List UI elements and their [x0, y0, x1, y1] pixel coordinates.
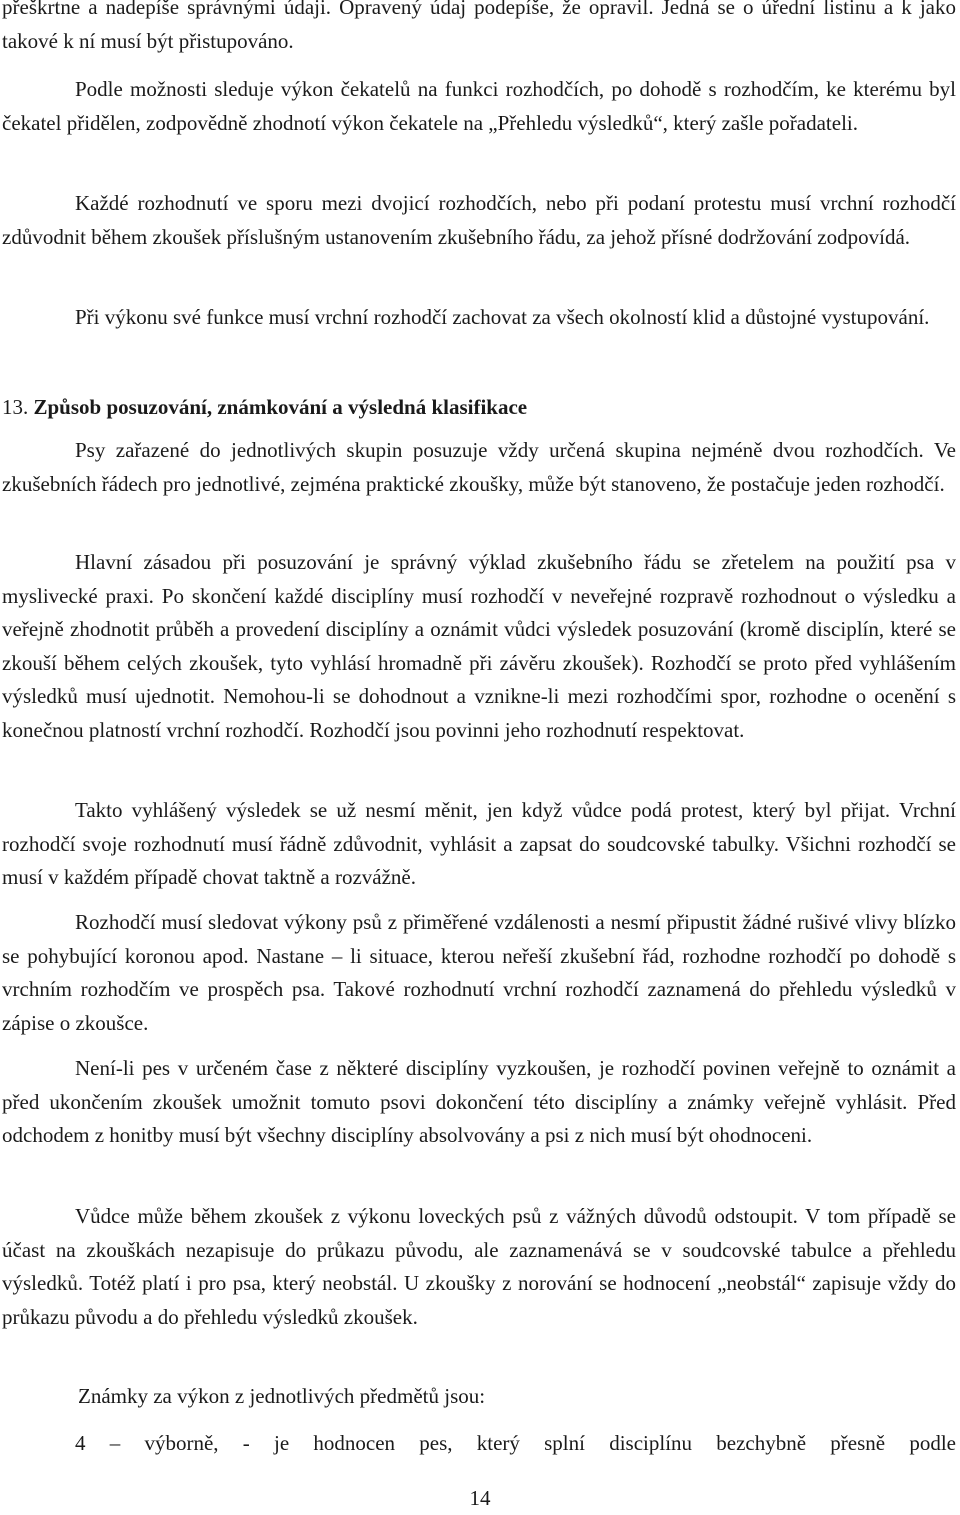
- paragraph-dispute-decision: Každé rozhodnutí ve sporu mezi dvojicí rozhodčích, nebo při podaní protestu musí vrchní rozhodčí zdůvodnit během zkoušek příslušným ustanovením zkušebního řádu, za jehož přísné dodržování zodpovídá.: [2, 191, 956, 249]
- paragraph-observation: Rozhodčí musí sledovat výkony psů z přiměřené vzdálenosti a nesmí připustit žádné rušivé vlivy blízko se pohybující koronou apod. Nastane – li situace, kterou neřeší zkušební řád, rozhodne rozhodčí po dohodě s vrchním rozhodčím ve prospěch psa. Takové rozhodnutí vrchní rozhodčí zaznamená do přehledu výsledků v zápise o zkoušce.: [2, 910, 956, 1035]
- grade-line-excellent: 4 – výborně, - je hodnocen pes, který splní disciplínu bezchybně přesně podle: [75, 1431, 956, 1455]
- paragraph-conduct: Při výkonu své funkce musí vrchní rozhodčí zachovat za všech okolností klid a důstojné vystupování.: [75, 305, 930, 329]
- grades-intro: Známky za výkon z jednotlivých předmětů jsou:: [78, 1384, 486, 1408]
- paragraph-judging-group: Psy zařazené do jednotlivých skupin posuzuje vždy určená skupina nejméně dvou rozhodčích. Ve zkušebních řádech pro jednotlivé, zejména praktické zkoušky, může být stanoveno, že postačuje jeden rozhodčí.: [2, 438, 956, 496]
- section-heading: [2, 391, 956, 424]
- paragraph-withdrawal: Vůdce může během zkoušek z výkonu loveckých psů z vážných důvodů odstoupit. V tom případě se účast na zkouškách nezapisuje do průkazu původu, ale zaznamenává se v soudcovské tabulce a přehledu výsledků. Totéž platí i pro psa, který neobstál. U zkoušky z norování se hodnocení „neobstál“ zapisuje vždy do průkazu původu a do přehledu výsledků zkoušek.: [2, 1204, 956, 1329]
- paragraph-main-principle: Hlavní zásadou při posuzování je správný výklad zkušebního řádu se zřetelem na použití psa v myslivecké praxi. Po skončení každé disciplíny musí rozhodčí v neveřejné rozpravě rozhodnout o výsledku a veřejně zhodnotit průběh a provedení disciplíny a oznámit vůdci výsledek posuzování (kromě disciplín, které se zkouší během celých zkoušek, tyto vyhlásí hromadně při závěru zkoušek). Rozhodčí se proto před vyhlášením výsledků musí ujednotit. Nemohou-li se dohodnout a vznikne-li mezi rozhodčími spor, rozhodne o ocenění s konečnou platností vrchní rozhodčí. Rozhodčí jsou povinni jeho rozhodnutí respektovat.: [2, 550, 956, 742]
- paragraph-continuation: přeškrtne a nadepíše správnými údaji. Opravený údaj podepíše, že opravil. Jedná se o úřední listinu a k jako takové k ní musí být přistupováno.: [2, 0, 956, 53]
- paragraph-trainee-evaluation: Podle možnosti sleduje výkon čekatelů na funkci rozhodčích, po dohodě s rozhodčím, ke kterému byl čekatel přidělen, zodpovědně zhodnotí výkon čekatele na „Přehledu výsledků“, který zašle pořadateli.: [2, 77, 956, 135]
- paragraph-untested-dog: Není-li pes v určeném čase z některé disciplíny vyzkoušen, je rozhodčí povinen veřejně to oznámit a před ukončením zkoušek umožnit tomuto psovi dokončení této disciplíny a známky veřejně vyhlásit. Před odchodem z honitby musí být všechny disciplíny absolvovány a psi z nich musí být ohodnoceni.: [2, 1056, 956, 1147]
- page-number: 14: [469, 1486, 491, 1510]
- paragraph-announced-result: Takto vyhlášený výsledek se už nesmí měnit, jen když vůdce podá protest, který byl přijat. Vrchní rozhodčí svoje rozhodnutí musí řádně zdůvodnit, vyhlásit a zapsat do soudcovské tabulky. Všichni rozhodčí se musí v každém případě chovat taktně a rozvážně.: [2, 798, 956, 889]
- section-title: Způsob posuzování, známkování a výsledná klasifikace: [33, 395, 528, 419]
- section-number: 13.: [2, 395, 29, 419]
